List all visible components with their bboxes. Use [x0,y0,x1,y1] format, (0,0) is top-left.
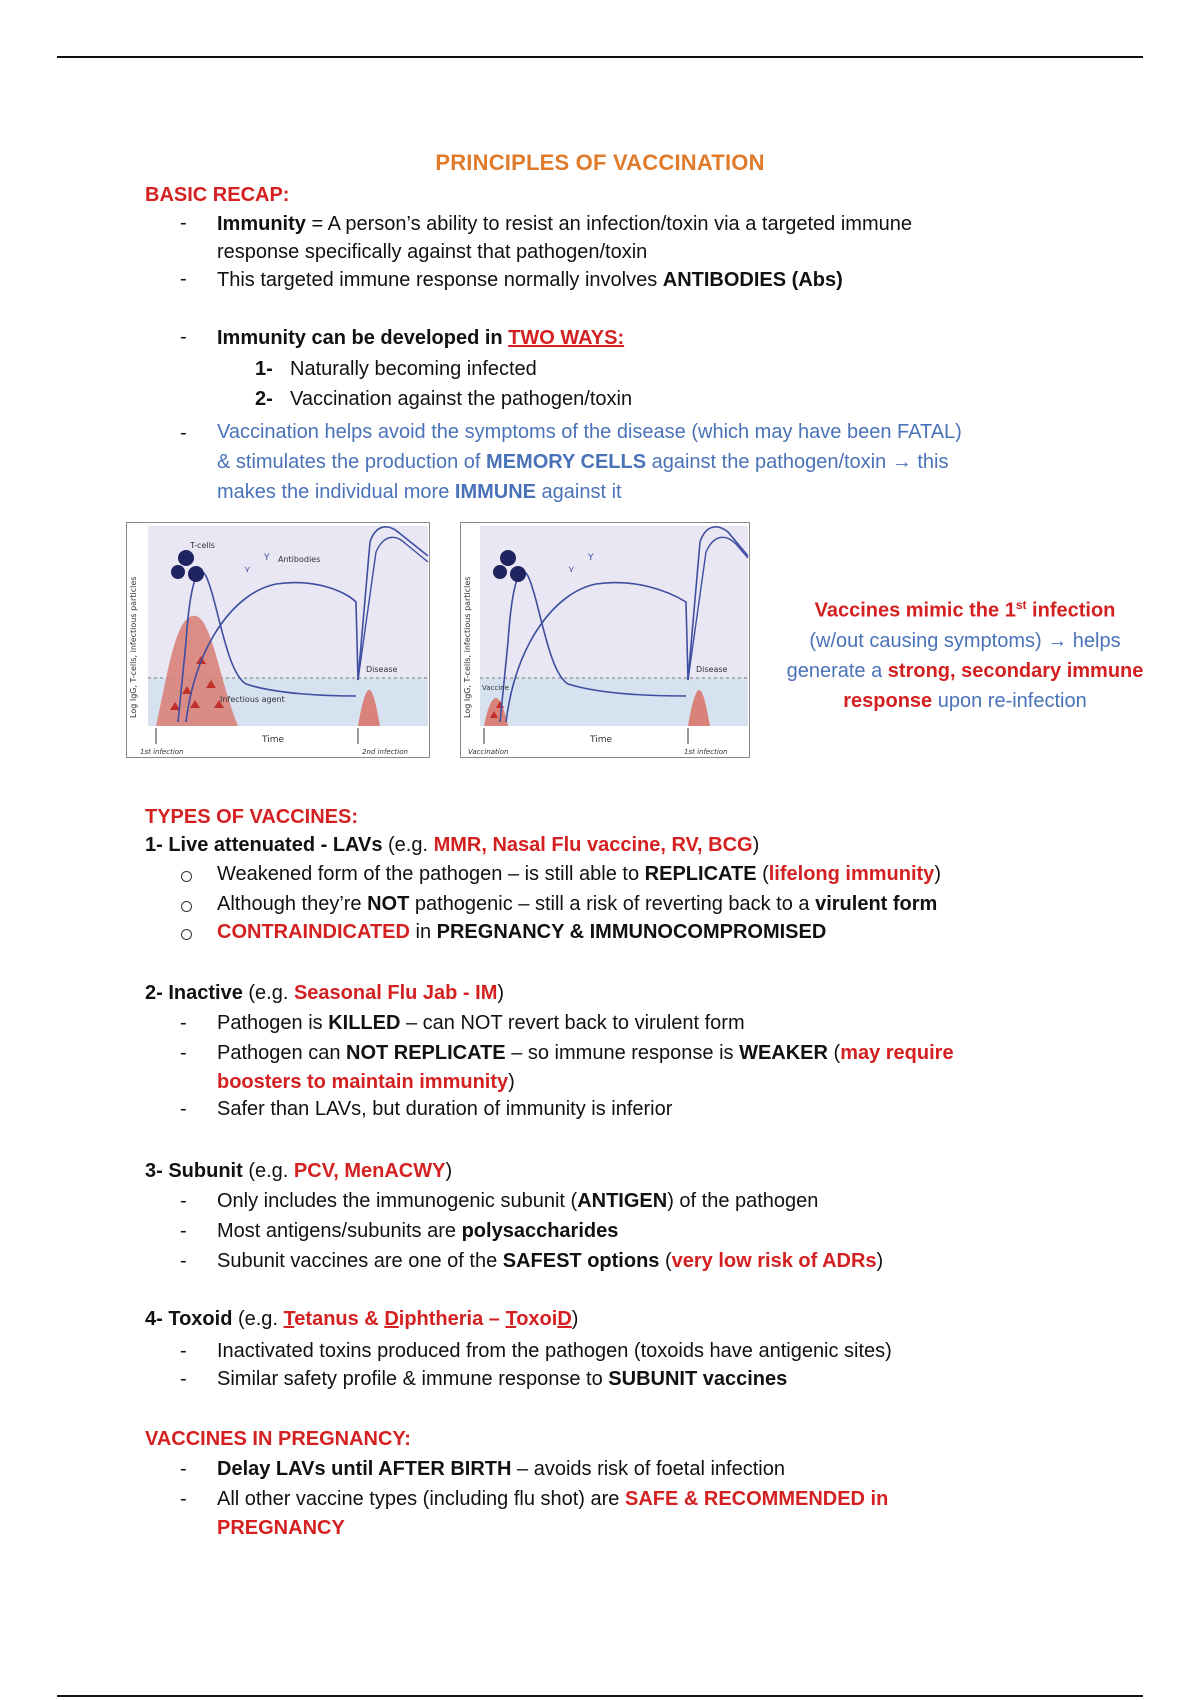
note-line-4: response upon re-infection [843,689,1087,712]
second-infection-label: 2nd infection [362,748,408,756]
dash-bullet: - [180,1220,187,1242]
y-axis-label: Log IgG, T-cells, infectious particles [463,576,472,718]
type-subunit: 3- Subunit (e.g. PCV, MenACWY) [145,1160,453,1182]
t-cell-glyph [178,550,194,566]
circle-bullet [181,871,192,882]
toxoid-examples: Tetanus & Diphtheria – ToxoiD [283,1308,572,1330]
subunit-point-1: Only includes the immunogenic subunit (ANTIGEN) of the pathogen [217,1190,819,1212]
dash-bullet: - [180,1190,187,1212]
antibody-glyph: ⋎ [244,565,251,575]
antibody-glyph: ⋎ [568,565,575,575]
top-rule [57,56,1143,58]
dash-bullet: - [180,326,187,348]
vaccination-line-3: makes the individual more IMMUNE against it [217,481,622,503]
way-number: 2- [255,388,273,410]
page-title: PRINCIPLES OF VACCINATION [435,150,765,175]
pregnancy-point-2: All other vaccine types (including flu shot) are SAFE & RECOMMENDED in [217,1488,889,1510]
dash-bullet: - [180,1042,187,1064]
dash-bullet: - [180,268,187,290]
inactive-point-1: Pathogen is KILLED – can NOT revert back to virulent form [217,1012,745,1034]
immunity-term: Immunity [217,213,306,235]
t-cell-glyph [188,566,204,582]
inactive-point-2: Pathogen can NOT REPLICATE – so immune response is WEAKER (may require [217,1042,954,1064]
two-ways-line: Immunity can be developed in TWO WAYS: [217,327,625,349]
two-ways-highlight: TWO WAYS: [508,327,625,349]
first-infection-label: 1st infection [684,748,728,756]
first-infection-label: 1st infection [140,748,184,756]
antibodies-line: This targeted immune response normally involves ANTIBODIES (Abs) [217,269,843,291]
live-point-2: Although they’re NOT pathogenic – still a risk of reverting back to a virulent form [217,893,938,915]
toxoid-point-2: Similar safety profile & immune response to SUBUNIT vaccines [217,1368,788,1390]
inactive-point-3: Safer than LAVs, but duration of immunity is inferior [217,1098,673,1120]
immunity-definition-line-1: Immunity = A person’s ability to resist an infection/toxin via a targeted immune [217,213,912,235]
pregnancy-point-1: Delay LAVs until AFTER BIRTH – avoids risk of foetal infection [217,1458,785,1480]
primary-infection-graph [126,522,430,758]
antibodies-label: Antibodies [278,555,321,564]
subunit-point-3: Subunit vaccines are one of the SAFEST options (very low risk of ADRs) [217,1250,884,1272]
vaccination-graph [460,522,750,758]
circle-bullet [181,929,192,940]
circle-bullet [181,901,192,912]
time-axis-label: Time [590,735,613,745]
type-live-attenuated: 1- Live attenuated - LAVs (e.g. MMR, Nasal Flu vaccine, RV, BCG) [145,834,760,856]
infectious-agent-label: Infectious agent [220,695,285,704]
note-line-2: (w/out causing symptoms) → helps [809,629,1121,652]
pregnancy-heading: VACCINES IN PREGNANCY: [145,1428,411,1450]
dash-bullet: - [180,422,187,444]
dash-bullet: - [180,1250,187,1272]
note-line-1: Vaccines mimic the 1st infection [814,598,1116,622]
way-item: Vaccination against the pathogen/toxin [290,388,633,410]
toxoid-point-1: Inactivated toxins produced from the pathogen (toxoids have antigenic sites) [217,1340,892,1362]
dash-bullet: - [180,1098,187,1120]
disease-label: Disease [696,665,728,674]
time-axis-label: Time [262,735,285,745]
dash-bullet: - [180,1458,187,1480]
vaccination-label: Vaccination [468,748,509,756]
antibody-glyph: Y [588,553,594,563]
note-line-3: generate a strong, secondary immune [786,659,1144,682]
t-cell-glyph [493,565,507,579]
dash-bullet: - [180,212,187,234]
vaccination-line-1: Vaccination helps avoid the symptoms of the disease (which may have been FATAL) [217,421,962,443]
bottom-rule [57,1695,1143,1697]
dash-bullet: - [180,1488,187,1510]
t-cells-label: T-cells [190,541,215,550]
basic-recap-heading: BASIC RECAP: [145,184,290,206]
pregnancy-point-2-cont: PREGNANCY [217,1517,345,1539]
t-cell-glyph [171,565,185,579]
type-toxoid: 4- Toxoid (e.g. Tetanus & Diphtheria – ToxoiD) [145,1308,579,1330]
disease-label: Disease [366,665,398,674]
dash-bullet: - [180,1368,187,1390]
dash-bullet: - [180,1340,187,1362]
vaccination-line-2: & stimulates the production of MEMORY CELLS against the pathogen/toxin → this [217,451,949,473]
way-number: 1- [255,358,273,380]
types-heading: TYPES OF VACCINES: [145,806,358,828]
t-cell-glyph [510,566,526,582]
antibody-glyph: Y [264,553,270,563]
dash-bullet: - [180,1012,187,1034]
y-axis-label: Log IgG, T-cells, infectious particles [129,576,138,718]
vaccine-label: Vaccine [482,684,509,692]
subunit-point-2: Most antigens/subunits are polysaccharides [217,1220,619,1242]
vaccine-mimic-note [770,590,1160,716]
live-point-1: Weakened form of the pathogen – is still able to REPLICATE (lifelong immunity) [217,863,941,885]
immunity-definition-line-2: response specifically against that pathogen/toxin [217,241,648,263]
live-point-3: CONTRAINDICATED in PREGNANCY & IMMUNOCOMPROMISED [217,921,827,943]
type-inactive: 2- Inactive (e.g. Seasonal Flu Jab - IM) [145,982,505,1004]
inactive-point-2-cont: boosters to maintain immunity) [217,1071,515,1093]
t-cell-glyph [500,550,516,566]
way-item: Naturally becoming infected [290,358,537,380]
